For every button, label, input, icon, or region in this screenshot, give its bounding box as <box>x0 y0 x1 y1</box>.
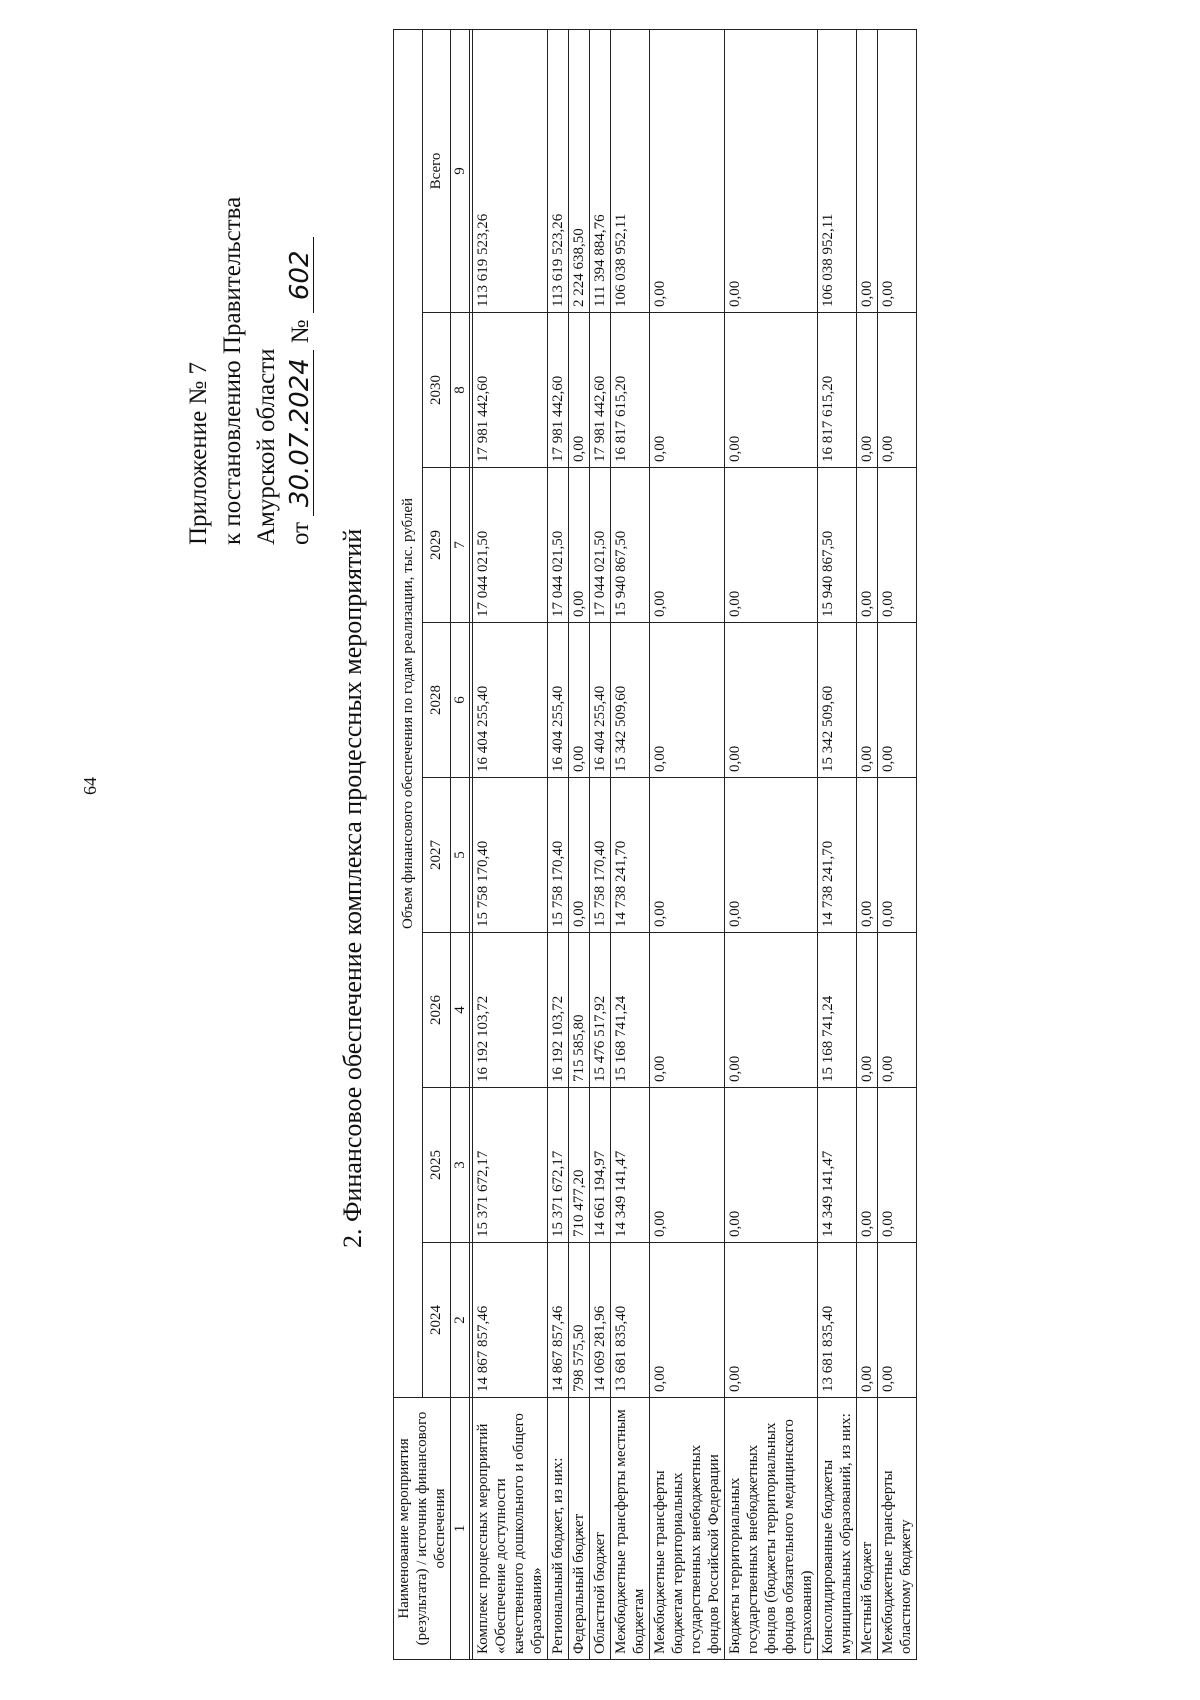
year-header: Всего <box>422 29 451 312</box>
row-value: 16 192 103,72 <box>548 933 569 1088</box>
row-value: 0,00 <box>650 29 725 312</box>
row-value: 0,00 <box>725 933 818 1088</box>
row-value: 0,00 <box>650 468 725 623</box>
row-value: 0,00 <box>878 778 917 933</box>
row-value: 0,00 <box>725 623 818 778</box>
row-value: 13 681 835,40 <box>818 1243 857 1398</box>
row-value: 0,00 <box>878 1088 917 1243</box>
appendix-line-region: Амурской области <box>253 348 280 545</box>
row-value: 15 168 741,24 <box>611 933 650 1088</box>
row-name: Комплекс процессных мероприятий «Обеспечение доступности качественного дошкольного и общего образования» <box>473 1398 548 1660</box>
row-value: 0,00 <box>857 778 878 933</box>
row-value: 16 192 103,72 <box>473 933 548 1088</box>
row-value: 106 038 952,11 <box>818 29 857 312</box>
row-name: Местный бюджет <box>857 1398 878 1660</box>
row-value: 111 394 884,76 <box>590 29 611 312</box>
row-value: 0,00 <box>725 29 818 312</box>
column-number-row <box>451 29 470 1659</box>
row-value: 14 867 857,46 <box>473 1243 548 1398</box>
row-value: 16 404 255,40 <box>473 623 548 778</box>
row-value: 113 619 523,26 <box>548 29 569 312</box>
row-value: 0,00 <box>650 623 725 778</box>
row-value: 13 681 835,40 <box>611 1243 650 1398</box>
row-value: 17 981 442,60 <box>473 313 548 468</box>
row-value: 0,00 <box>725 1243 818 1398</box>
appendix-line-resolution: к постановлению Правительства <box>219 196 246 545</box>
row-value: 0,00 <box>650 933 725 1088</box>
row-value: 0,00 <box>569 778 590 933</box>
row-value: 15 758 170,40 <box>590 778 611 933</box>
row-value: 0,00 <box>857 1243 878 1398</box>
row-value: 16 404 255,40 <box>590 623 611 778</box>
row-value: 0,00 <box>569 468 590 623</box>
financing-table <box>393 29 917 1660</box>
row-value: 0,00 <box>878 468 917 623</box>
number-sign: № <box>287 319 314 344</box>
row-value: 0,00 <box>725 1088 818 1243</box>
section-title: 2. Финансовое обеспечение комплекса процессных мероприятий <box>338 528 367 1248</box>
appendix-title: Приложение № 7 <box>185 361 212 545</box>
row-value: 15 342 509,60 <box>818 623 857 778</box>
row-value: 0,00 <box>569 313 590 468</box>
row-value: 0,00 <box>857 29 878 312</box>
column-number: 3 <box>451 1088 470 1243</box>
row-value: 14 349 141,47 <box>818 1088 857 1243</box>
row-value: 0,00 <box>725 468 818 623</box>
appendix-date-line <box>284 197 318 545</box>
page-number: 64 <box>80 777 100 795</box>
table-body <box>473 29 917 1659</box>
table-row <box>857 29 878 1659</box>
row-value: 14 867 857,46 <box>548 1243 569 1398</box>
row-value: 15 168 741,24 <box>818 933 857 1088</box>
column-number: 2 <box>451 1243 470 1398</box>
header-name: Наименование мероприятия (результата) / источник финансового обеспечения <box>394 1398 451 1660</box>
row-value: 0,00 <box>650 1088 725 1243</box>
row-value: 15 342 509,60 <box>611 623 650 778</box>
row-value: 0,00 <box>878 29 917 312</box>
row-value: 14 738 241,70 <box>818 778 857 933</box>
row-name: Региональный бюджет, из них: <box>548 1398 569 1660</box>
row-name: Федеральный бюджет <box>569 1398 590 1660</box>
row-value: 15 940 867,50 <box>611 468 650 623</box>
year-header: 2024 <box>422 1243 451 1398</box>
row-value: 14 069 281,96 <box>590 1243 611 1398</box>
row-value: 113 619 523,26 <box>473 29 548 312</box>
year-header: 2028 <box>422 623 451 778</box>
row-name: Консолидированные бюджеты муниципальных образований, из них: <box>818 1398 857 1660</box>
handwritten-date: 30.07.2024 <box>287 350 314 516</box>
row-value: 0,00 <box>857 623 878 778</box>
column-number: 8 <box>451 313 470 468</box>
row-value: 0,00 <box>878 313 917 468</box>
year-header: 2030 <box>422 313 451 468</box>
table-row <box>569 29 590 1659</box>
row-name: Бюджеты территориальных государственных внебюджетных фондов (бюджеты территориальных фондов обязательного медицинского страхования) <box>725 1398 818 1660</box>
row-value: 15 940 867,50 <box>818 468 857 623</box>
year-header: 2027 <box>422 778 451 933</box>
column-number: 9 <box>451 29 470 312</box>
row-value: 14 349 141,47 <box>611 1088 650 1243</box>
row-value: 0,00 <box>857 933 878 1088</box>
row-value: 15 371 672,17 <box>473 1088 548 1243</box>
column-number: 1 <box>451 1398 470 1660</box>
row-value: 17 044 021,50 <box>473 468 548 623</box>
row-value: 15 371 672,17 <box>548 1088 569 1243</box>
row-value: 16 817 615,20 <box>818 313 857 468</box>
year-header: 2026 <box>422 933 451 1088</box>
row-value: 17 044 021,50 <box>548 468 569 623</box>
date-prefix: от <box>287 521 314 545</box>
row-value: 0,00 <box>569 623 590 778</box>
row-value: 17 044 021,50 <box>590 468 611 623</box>
row-value: 0,00 <box>857 313 878 468</box>
row-value: 15 476 517,92 <box>590 933 611 1088</box>
column-number: 6 <box>451 623 470 778</box>
row-value: 14 738 241,70 <box>611 778 650 933</box>
row-value: 15 758 170,40 <box>473 778 548 933</box>
row-value: 0,00 <box>878 623 917 778</box>
table-row <box>548 29 569 1659</box>
column-number: 5 <box>451 778 470 933</box>
row-value: 0,00 <box>725 313 818 468</box>
row-value: 0,00 <box>878 933 917 1088</box>
table-row <box>590 29 611 1659</box>
row-value: 2 224 638,50 <box>569 29 590 312</box>
row-value: 15 758 170,40 <box>548 778 569 933</box>
row-name: Межбюджетные трансферты бюджетам территориальных государственных внебюджетных фондов Российской Федерации <box>650 1398 725 1660</box>
row-value: 710 477,20 <box>569 1088 590 1243</box>
appendix-block <box>182 197 318 545</box>
row-value: 0,00 <box>878 1243 917 1398</box>
year-header: 2025 <box>422 1088 451 1243</box>
row-name: Областной бюджет <box>590 1398 611 1660</box>
year-header: 2029 <box>422 468 451 623</box>
table-row <box>878 29 917 1659</box>
row-value: 16 404 255,40 <box>548 623 569 778</box>
table-row <box>818 29 857 1659</box>
header-volume: Объем финансового обеспечения по годам реализации, тыс. рублей <box>394 29 423 1397</box>
table-row <box>473 29 548 1659</box>
row-value: 798 575,50 <box>569 1243 590 1398</box>
row-name: Межбюджетные трансферты областному бюджету <box>878 1398 917 1660</box>
row-value: 106 038 952,11 <box>611 29 650 312</box>
table-row <box>725 29 818 1659</box>
row-value: 17 981 442,60 <box>590 313 611 468</box>
row-value: 16 817 615,20 <box>611 313 650 468</box>
row-value: 0,00 <box>857 468 878 623</box>
row-value: 0,00 <box>857 1088 878 1243</box>
table-row <box>650 29 725 1659</box>
column-number: 4 <box>451 933 470 1088</box>
row-name: Межбюджетные трансферты местным бюджетам <box>611 1398 650 1660</box>
table-row <box>611 29 650 1659</box>
row-value: 0,00 <box>725 778 818 933</box>
column-number: 7 <box>451 468 470 623</box>
row-value: 0,00 <box>650 1243 725 1398</box>
row-value: 0,00 <box>650 778 725 933</box>
row-value: 17 981 442,60 <box>548 313 569 468</box>
handwritten-number: 602 <box>287 237 314 313</box>
row-value: 715 585,80 <box>569 933 590 1088</box>
row-value: 0,00 <box>650 313 725 468</box>
row-value: 14 661 194,97 <box>590 1088 611 1243</box>
